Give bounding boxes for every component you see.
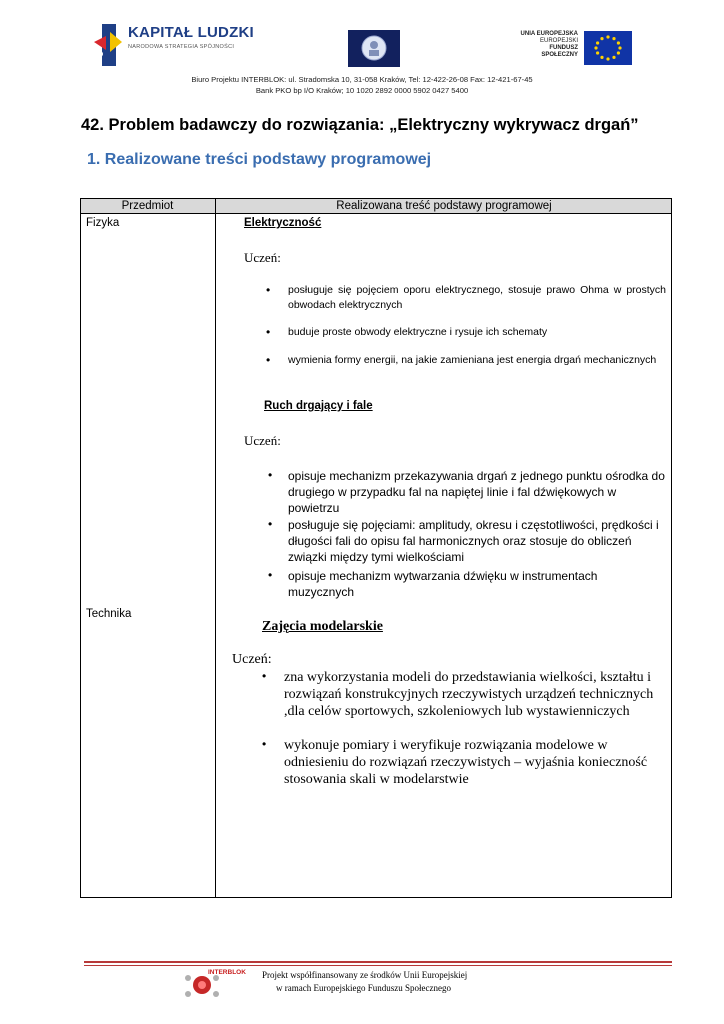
subject-fizyka: Fizyka	[86, 217, 120, 229]
table-column-divider	[215, 198, 216, 898]
ue-label-line2: EUROPEJSKI	[539, 38, 578, 44]
page-title: 42. Problem badawczy do rozwiązania: „Elektryczny wykrywacz drgań”	[81, 116, 639, 134]
list-item: posługuje się pojęciami: amplitudy, okresu i częstotliwości, prędkości i długości fali do opisu fal harmonicznych oraz stosuje do obliczeń związki między tymi wielkościami	[288, 518, 659, 564]
technika-section-title: Zajęcia modelarskie	[262, 619, 383, 634]
footer-text-line2: w ramach Europejskiego Funduszu Społecznego	[276, 983, 451, 993]
interblok-brand: INTERBLOK	[208, 969, 246, 976]
section-title: 1. Realizowane treści podstawy programowej	[87, 151, 432, 168]
list-item: zna wykorzystania modeli do przedstawiania wielkości, kształtu i rozwiązań konstrukcyjnych rzeczywistych urządzeń technicznych ,dla celów sportowych, szkoleniowych lub wystawienniczych	[284, 670, 654, 719]
school-emblem-icon	[348, 30, 400, 67]
footer-text-line1: Projekt współfinansowany ze środków Unii Europejskiej	[262, 970, 468, 980]
ue-label	[515, 31, 578, 59]
bullet-icon: •	[266, 353, 271, 367]
footer-divider	[84, 961, 672, 963]
footer-divider-thin	[84, 965, 672, 966]
table-header-subject: Przedmiot	[121, 200, 174, 212]
subject-technika: Technika	[86, 608, 132, 620]
fizyka-section2-title: Ruch drgający i fale	[264, 400, 373, 412]
list-item: wymienia formy energii, na jakie zamieniana jest energia drgań mechanicznych	[288, 354, 657, 366]
bullet-icon: •	[266, 325, 271, 339]
list-item: posługuje się pojęciem oporu elektrycznego, stosuje prawo Ohma w prostych obwodach elektrycznych	[288, 284, 666, 311]
header-bank: Bank PKO bp I/O Kraków; 10 1020 2892 0000 5902 0427 5400	[255, 86, 469, 95]
bullet-icon: •	[268, 517, 273, 531]
ue-label-line3: FUNDUSZ SPOŁECZNY	[541, 45, 578, 58]
list-item: wykonuje pomiary i weryfikuje rozwiązania modelowe w odniesieniu do rozwiązań rzeczywistych – wyjaśnia konieczność stosowania skali w modelarstwie	[284, 738, 648, 787]
bullet-icon: •	[262, 737, 267, 751]
kapital-ludzki-title: KAPITAŁ LUDZKI	[128, 24, 254, 41]
eu-flag-icon	[584, 31, 632, 65]
technika-uczen: Uczeń:	[232, 652, 272, 667]
bullet-icon: •	[268, 468, 273, 482]
list-item: opisuje mechanizm przekazywania drgań z jednego punktu ośrodka do drugiego w przypadku fal na napiętej linie i fal dźwiękowych w powietrzu	[288, 469, 665, 515]
bullet-icon: •	[262, 669, 267, 683]
kapital-ludzki-subtitle: NARODOWA STRATEGIA SPÓJNOŚCI	[128, 44, 235, 50]
ue-label-line1: UNIA EUROPEJSKA	[520, 31, 578, 37]
table-header-content: Realizowana treść podstawy programowej	[336, 200, 552, 212]
bullet-icon: •	[266, 283, 271, 297]
list-item: opisuje mechanizm wytwarzania dźwięku w instrumentach muzycznych	[288, 569, 598, 599]
fizyka-section1-title: Elektryczność	[244, 217, 322, 229]
header-address: Biuro Projektu INTERBLOK: ul. Stradomska 10, 31-058 Kraków, Tel: 12-422-26-08 Fax: 12-421-67-45	[191, 75, 533, 84]
bullet-icon: •	[268, 568, 273, 582]
fizyka-section2-uczen: Uczeń:	[244, 433, 281, 448]
kapital-ludzki-logo-icon	[92, 20, 128, 70]
list-item: buduje proste obwody elektryczne i rysuje ich schematy	[288, 326, 548, 338]
fizyka-section1-uczen: Uczeń:	[244, 250, 281, 265]
